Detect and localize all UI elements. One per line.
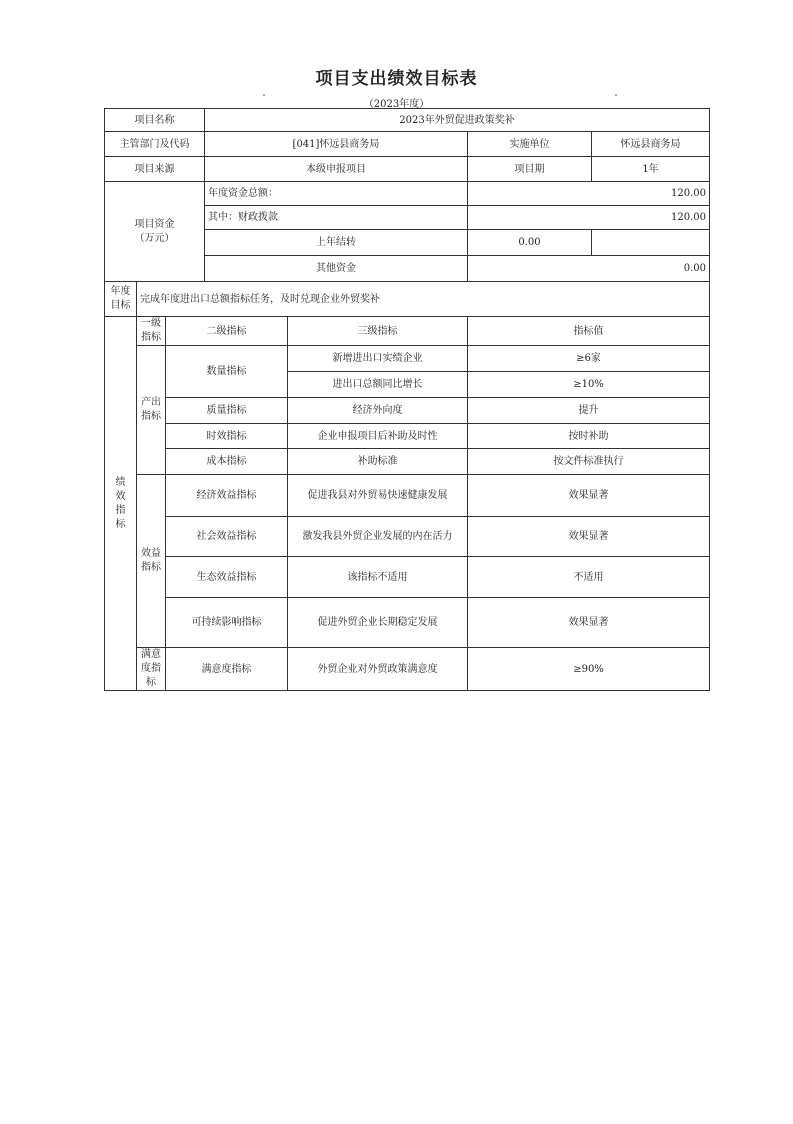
value-project-name: 2023年外贸促进政策奖补 — [205, 109, 710, 132]
value-cell: 效果显著 — [468, 598, 710, 648]
value-annual-total: 120.00 — [468, 182, 710, 206]
value-cell: ≥6家 — [468, 346, 710, 372]
l2-social: 社会效益指标 — [166, 517, 288, 557]
l3-cell: 外贸企业对外贸政策满意度 — [288, 648, 468, 691]
value-impl-unit: 怀远县商务局 — [592, 132, 710, 157]
label-fiscal: 其中：财政拨款 — [205, 206, 468, 230]
l2-satisfaction: 满意度指标 — [166, 648, 288, 691]
header-level1: 一级 指标 — [137, 317, 166, 346]
label-annual-total: 年度资金总额： — [205, 182, 468, 206]
table-row — [105, 598, 710, 648]
group-satisfaction: 满意 度指 标 — [137, 648, 166, 691]
value-annual-goal: 完成年度进出口总额指标任务，及时兑现企业外贸奖补 — [137, 282, 710, 317]
l3-cell: 企业申报项目后补助及时性 — [288, 424, 468, 449]
scan-mark: ˚ — [262, 94, 266, 103]
value-cell: 按时补助 — [468, 424, 710, 449]
year-subtitle: （2023年度） — [363, 99, 430, 110]
header-level2: 二级指标 — [166, 317, 288, 346]
value-cell: 效果显著 — [468, 475, 710, 517]
l2-quality: 质量指标 — [166, 398, 288, 424]
label-dept-code: 主管部门及代码 — [105, 132, 205, 157]
table-row — [105, 157, 710, 182]
l3-cell: 该指标不适用 — [288, 557, 468, 598]
value-cell: ≥90% — [468, 648, 710, 691]
value-other: 0.00 — [468, 256, 710, 282]
table-row — [105, 424, 710, 449]
value-source: 本级申报项目 — [205, 157, 468, 182]
table-row — [105, 475, 710, 517]
value-carryover: 0.00 — [468, 230, 592, 256]
value-cell: ≥10% — [468, 372, 710, 398]
label-impl-unit: 实施单位 — [468, 132, 592, 157]
group-benefit: 效益 指标 — [137, 475, 166, 648]
performance-table — [104, 108, 710, 691]
l2-quantity: 数量指标 — [166, 346, 288, 398]
value-cell: 提升 — [468, 398, 710, 424]
table-row — [105, 398, 710, 424]
table-row — [105, 449, 710, 475]
label-period: 项目期 — [468, 157, 592, 182]
l3-cell: 经济外向度 — [288, 398, 468, 424]
value-cell: 效果显著 — [468, 517, 710, 557]
l2-sustainable: 可持续影响指标 — [166, 598, 288, 648]
value-cell: 按文件标准执行 — [468, 449, 710, 475]
label-carryover: 上年结转 — [205, 230, 468, 256]
label-performance: 绩 效 指 标 — [105, 317, 137, 691]
label-project-name: 项目名称 — [105, 109, 205, 132]
table-row — [105, 132, 710, 157]
table-row — [105, 182, 710, 206]
table-row — [105, 557, 710, 598]
empty-cell — [592, 230, 710, 256]
table-row — [105, 517, 710, 557]
value-dept-code: [041]怀远县商务局 — [205, 132, 468, 157]
header-value: 指标值 — [468, 317, 710, 346]
table-row — [105, 648, 710, 691]
l3-cell: 新增进出口实绩企业 — [288, 346, 468, 372]
scan-mark: ˚ — [614, 94, 618, 103]
l3-cell: 促进我县对外贸易快速健康发展 — [288, 475, 468, 517]
table-row — [105, 346, 710, 372]
l3-cell: 进出口总额同比增长 — [288, 372, 468, 398]
l2-timeliness: 时效指标 — [166, 424, 288, 449]
label-other: 其他资金 — [205, 256, 468, 282]
l2-ecological: 生态效益指标 — [166, 557, 288, 598]
label-source: 项目来源 — [105, 157, 205, 182]
table-row — [105, 317, 710, 346]
l3-cell: 促进外贸企业长期稳定发展 — [288, 598, 468, 648]
label-funds: 项目资金 （万元） — [105, 182, 205, 282]
l3-cell: 补助标准 — [288, 449, 468, 475]
page-title: 项目支出绩效目标表 — [315, 69, 478, 89]
l2-cost: 成本指标 — [166, 449, 288, 475]
l3-cell: 激发我县外贸企业发展的内在活力 — [288, 517, 468, 557]
value-cell: 不适用 — [468, 557, 710, 598]
value-fiscal: 120.00 — [468, 206, 710, 230]
label-annual-goal: 年度 目标 — [105, 282, 137, 317]
table-row — [105, 282, 710, 317]
table-row — [105, 109, 710, 132]
header-level3: 三级指标 — [288, 317, 468, 346]
l2-economic: 经济效益指标 — [166, 475, 288, 517]
group-output: 产出 指标 — [137, 346, 166, 475]
value-period: 1年 — [592, 157, 710, 182]
